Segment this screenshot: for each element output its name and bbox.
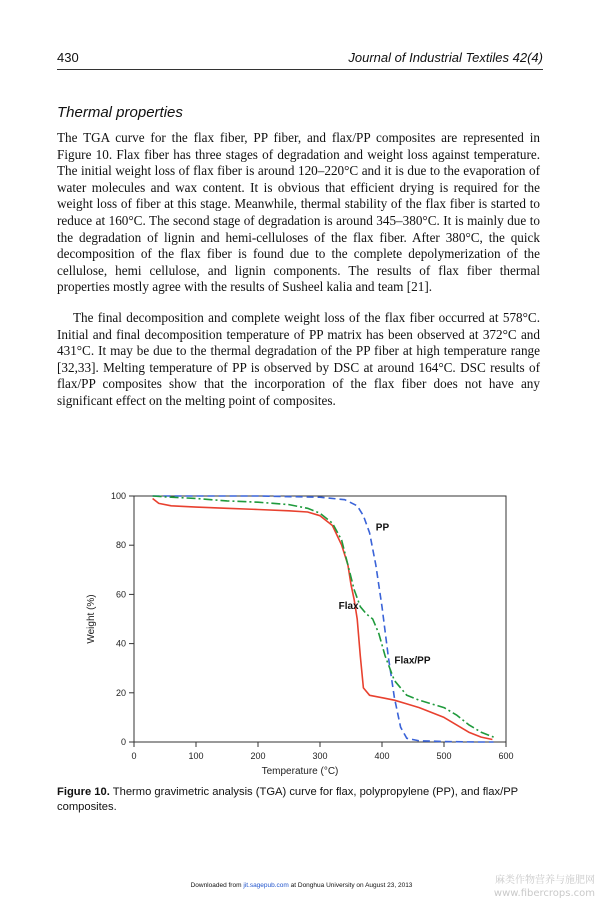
watermark-line-1: 麻类作物营养与施肥网 [495, 875, 595, 886]
paragraph-1: The TGA curve for the flax fiber, PP fiber, and flax/PP composites are represented in Figure 10. Flax fiber has three stages of degradation and weight loss against temperature. The initial weight loss of flax fiber is around 120–220°C and it is due to the evaporation of water molecules and wax content. It is obvious that efficient drying is required for the weight loss of fiber at this stage. Meanwhile, thermal stability of the flax fiber is started to reduce at 160°C. The second stage of degradation is around 345–380°C. It is mainly due to the degradation of lignin and hemi-celluloses of the flax fiber. After 380°C, the quick decomposition of the flax fiber is found due to the complete depolymerization of the cellulose, hemi cellulose, and lignin components. The results of flax fiber thermal properties mostly agree with the results of Susheel kalia and team [21]. [57, 130, 540, 295]
y-axis-label: Weight (%) [86, 594, 97, 644]
x-tick-label: 0 [131, 751, 137, 761]
y-tick-label: 80 [115, 540, 126, 551]
x-tick-label: 200 [250, 751, 266, 761]
x-tick-label: 100 [188, 751, 204, 761]
series-annotation: Flax/PP [394, 655, 431, 667]
figure-caption [57, 785, 540, 815]
journal-title: Journal of Industrial Textiles 42(4) [348, 50, 543, 65]
series-line-flax-pp [153, 496, 494, 737]
y-tick-label: 20 [115, 687, 126, 698]
watermark [494, 874, 595, 900]
series-line-pp [153, 496, 494, 742]
plot-frame [134, 496, 506, 742]
header-rule [57, 69, 543, 70]
y-tick-label: 60 [115, 589, 126, 600]
x-tick-label: 600 [498, 751, 514, 761]
footer-link[interactable]: jit.sagepub.com [243, 882, 289, 889]
footer-prefix: Downloaded from [190, 882, 244, 889]
caption-label: Figure 10. [57, 786, 110, 798]
paragraph-2: The final decomposition and complete weight loss of the flax fiber occurred at 578°C. Initial and final decomposition temperature of PP matrix has been observed at 372°C and 431°C. It may be due to the thermal degradation of the PP fiber at high temperature range [32,33]. Melting temperature of PP is observed by DSC at around 164°C. DSC results of flax/PP composites show that the incorporation of the flax fiber does not have any significant effect on the melting point of composites. [57, 310, 540, 408]
caption-text: Thermo gravimetric analysis (TGA) curve for flax, polypropylene (PP), and flax/PP composites. [57, 786, 518, 813]
y-tick-label: 100 [110, 491, 126, 501]
series-line-flax [153, 499, 493, 740]
x-tick-label: 500 [436, 751, 452, 761]
x-axis-label: Temperature (°C) [261, 766, 339, 777]
x-tick-label: 300 [312, 751, 328, 761]
tga-figure [80, 486, 520, 778]
x-tick-label: 400 [374, 751, 390, 761]
y-tick-label: 40 [115, 638, 126, 649]
series-annotation: PP [375, 522, 390, 534]
footer-suffix: at Donghua University on August 23, 2013 [288, 882, 413, 889]
watermark-line-2: www.fibercrops.com [493, 888, 595, 899]
series-annotation: Flax [338, 601, 359, 613]
page-number: 430 [57, 50, 79, 65]
section-heading: Thermal properties [57, 104, 183, 121]
y-tick-label: 0 [120, 737, 126, 747]
tga-chart [80, 486, 520, 778]
